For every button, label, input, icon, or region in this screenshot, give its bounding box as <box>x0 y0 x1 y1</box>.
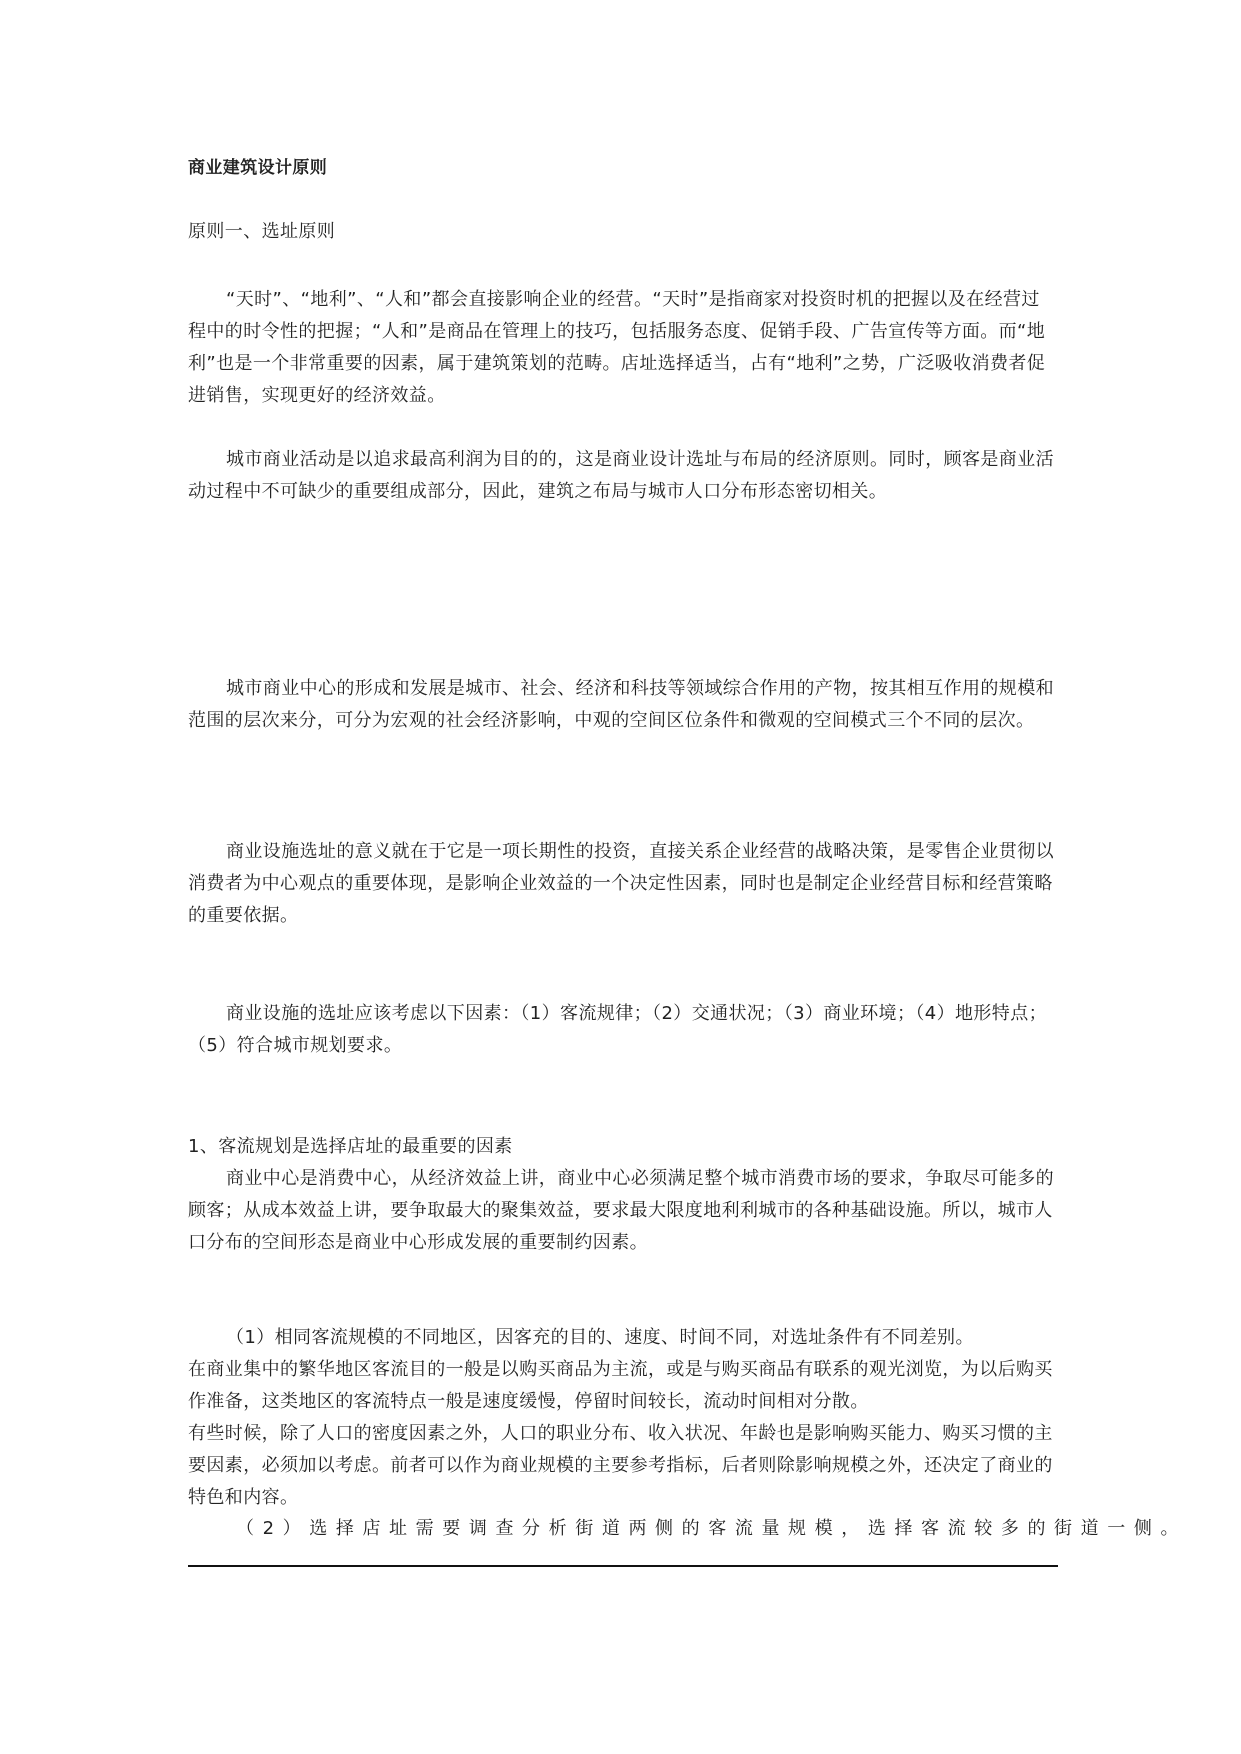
point-2-heading: （2）选择店址需要调查分析街道两侧的客流量规模，选择客流较多的街道一侧。 <box>236 1518 1188 1539</box>
subheading-customer-flow: 1、客流规划是选择店址的最重要的因素 <box>188 1136 513 1157</box>
paragraph-site-selection-significance: 商业设施选址的意义就在于它是一项长期性的投资，直接关系企业经营的战略决策，是零售企业贯彻以消费者为中心观点的重要体现，是影响企业效益的一个决定性因素，同时也是制定企业经营目标和经营策略的重要依据。 <box>188 841 1054 926</box>
footer-divider <box>188 1565 1058 1567</box>
document-title: 商业建筑设计原则 <box>188 158 328 178</box>
paragraph-consumption-center: 商业中心是消费中心，从经济效益上讲，商业中心必须满足整个城市消费市场的要求，争取尽可能多的顾客；从成本效益上讲，要争取最大的聚集效益，要求最大限度地利利城市的各种基础设施。所以，城市人口分布的空间形态是商业中心形成发展的重要制约因素。 <box>188 1168 1054 1253</box>
point-1-detail-busy-areas: 在商业集中的繁华地区客流目的一般是以购买商品为主流，或是与购买商品有联系的观光浏览，为以后购买作准备，这类地区的客流特点一般是速度缓慢，停留时间较长，流动时间相对分散。 <box>188 1359 1053 1412</box>
paragraph-tianshi-dili-renhe: “天时”、“地利”、“人和”都会直接影响企业的经营。“天时”是指商家对投资时机的把握以及在经营过程中的时令性的把握；“人和”是商品在管理上的技巧，包括服务态度、促销手段、广告宣传等方面。而“地利”也是一个非常重要的因素，属于建筑策划的范畴。店址选择适当，占有“地利”之势，广泛吸收消费者促进销售，实现更好的经济效益。 <box>188 289 1046 406</box>
point-1-detail-population-factors: 有些时候，除了人口的密度因素之外，人口的职业分布、收入状况、年龄也是影响购买能力、购买习惯的主要因素，必须加以考虑。前者可以作为商业规模的主要参考指标，后者则除影响规模之外，还决定了商业的特色和内容。 <box>188 1423 1053 1508</box>
paragraph-site-factors: 商业设施的选址应该考虑以下因素：（1）客流规律；（2）交通状况；（3）商业环境；（4）地形特点；（5）符合城市规划要求。 <box>188 1003 1048 1056</box>
paragraph-commercial-center-formation: 城市商业中心的形成和发展是城市、社会、经济和科技等领域综合作用的产物，按其相互作用的规模和范围的层次来分，可分为宏观的社会经济影响，中观的空间区位条件和微观的空间模式三个不同的层次。 <box>188 678 1054 731</box>
paragraph-economic-principle: 城市商业活动是以追求最高利润为目的的，这是商业设计选址与布局的经济原则。同时，顾客是商业活动过程中不可缺少的重要组成部分，因此，建筑之布局与城市人口分布形态密切相关。 <box>188 449 1054 502</box>
point-1-heading: （1）相同客流规模的不同地区，因客充的目的、速度、时间不同，对选址条件有不同差别。 <box>226 1327 974 1348</box>
section-heading: 原则一、选址原则 <box>188 221 336 242</box>
